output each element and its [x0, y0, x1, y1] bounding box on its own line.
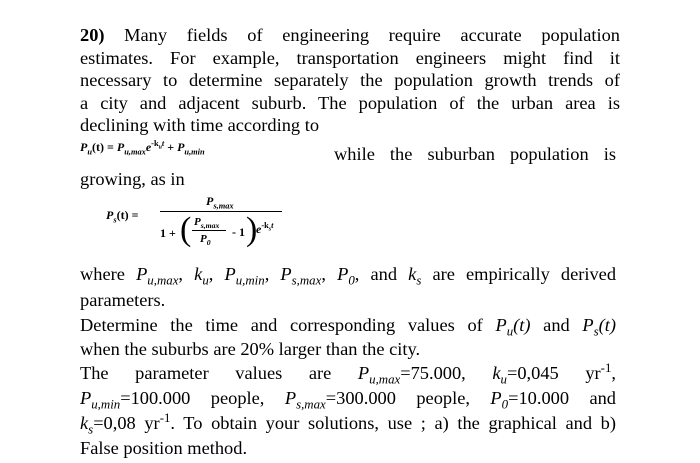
- while-text: while the suburban population is: [334, 144, 616, 164]
- problem-intro: [80, 24, 620, 47]
- intro-line-4: a city and adjacent suburb. The population of the urban area is: [80, 92, 620, 113]
- intro-line-3: necessary to determine separately the population growth trends of: [80, 70, 620, 91]
- intro-line-2-wrap: [80, 47, 620, 69]
- param-line-2: $P_{u,min}=100.000$ people, $P_{s,max}=300.000$ people, $P_0=10.000$ and: [80, 388, 617, 412]
- intro-line-5: declining with time according to: [80, 115, 320, 136]
- intro-line-5-wrap: [80, 114, 620, 136]
- growing-text: growing, as in: [80, 169, 185, 189]
- param-line-1: The parameter values are $P_{u,max}=75.000$, $k_u=0,045$ $yr^{-1}$,: [80, 360, 616, 387]
- parameters-line: parameters.: [80, 290, 166, 310]
- determine-line: Determine the time and corresponding values of $P_u(t)$ and $P_s(t)$: [80, 315, 616, 339]
- intro-line-2: estimates. For example, transportation engineers might find it: [80, 47, 620, 68]
- suburbs-line: when the suburbs are 20% larger than the city.: [80, 339, 421, 359]
- false-position-line: False position method.: [80, 438, 248, 458]
- param-line-3: $k_s=0,08$ $yr^{-1}$. To obtain your solutions, use ; a) the graphical and b): [80, 410, 616, 437]
- problem-number: 20): [80, 25, 105, 45]
- where-line: where $P_{u,max}$, $k_u$, $P_{u,min}$, $P_{s,max}$, $P_0$, and $k_s$ are empirically derived: [80, 264, 617, 288]
- intro-line-1: Many fields of engineering require accurate population: [124, 25, 620, 45]
- formula-urban: $P_u(t) = P_{u,max}e^{-k_ut} + P_{u,min}$: [80, 139, 205, 157]
- intro-line-4-wrap: [80, 92, 620, 114]
- intro-line-3-wrap: [80, 69, 620, 91]
